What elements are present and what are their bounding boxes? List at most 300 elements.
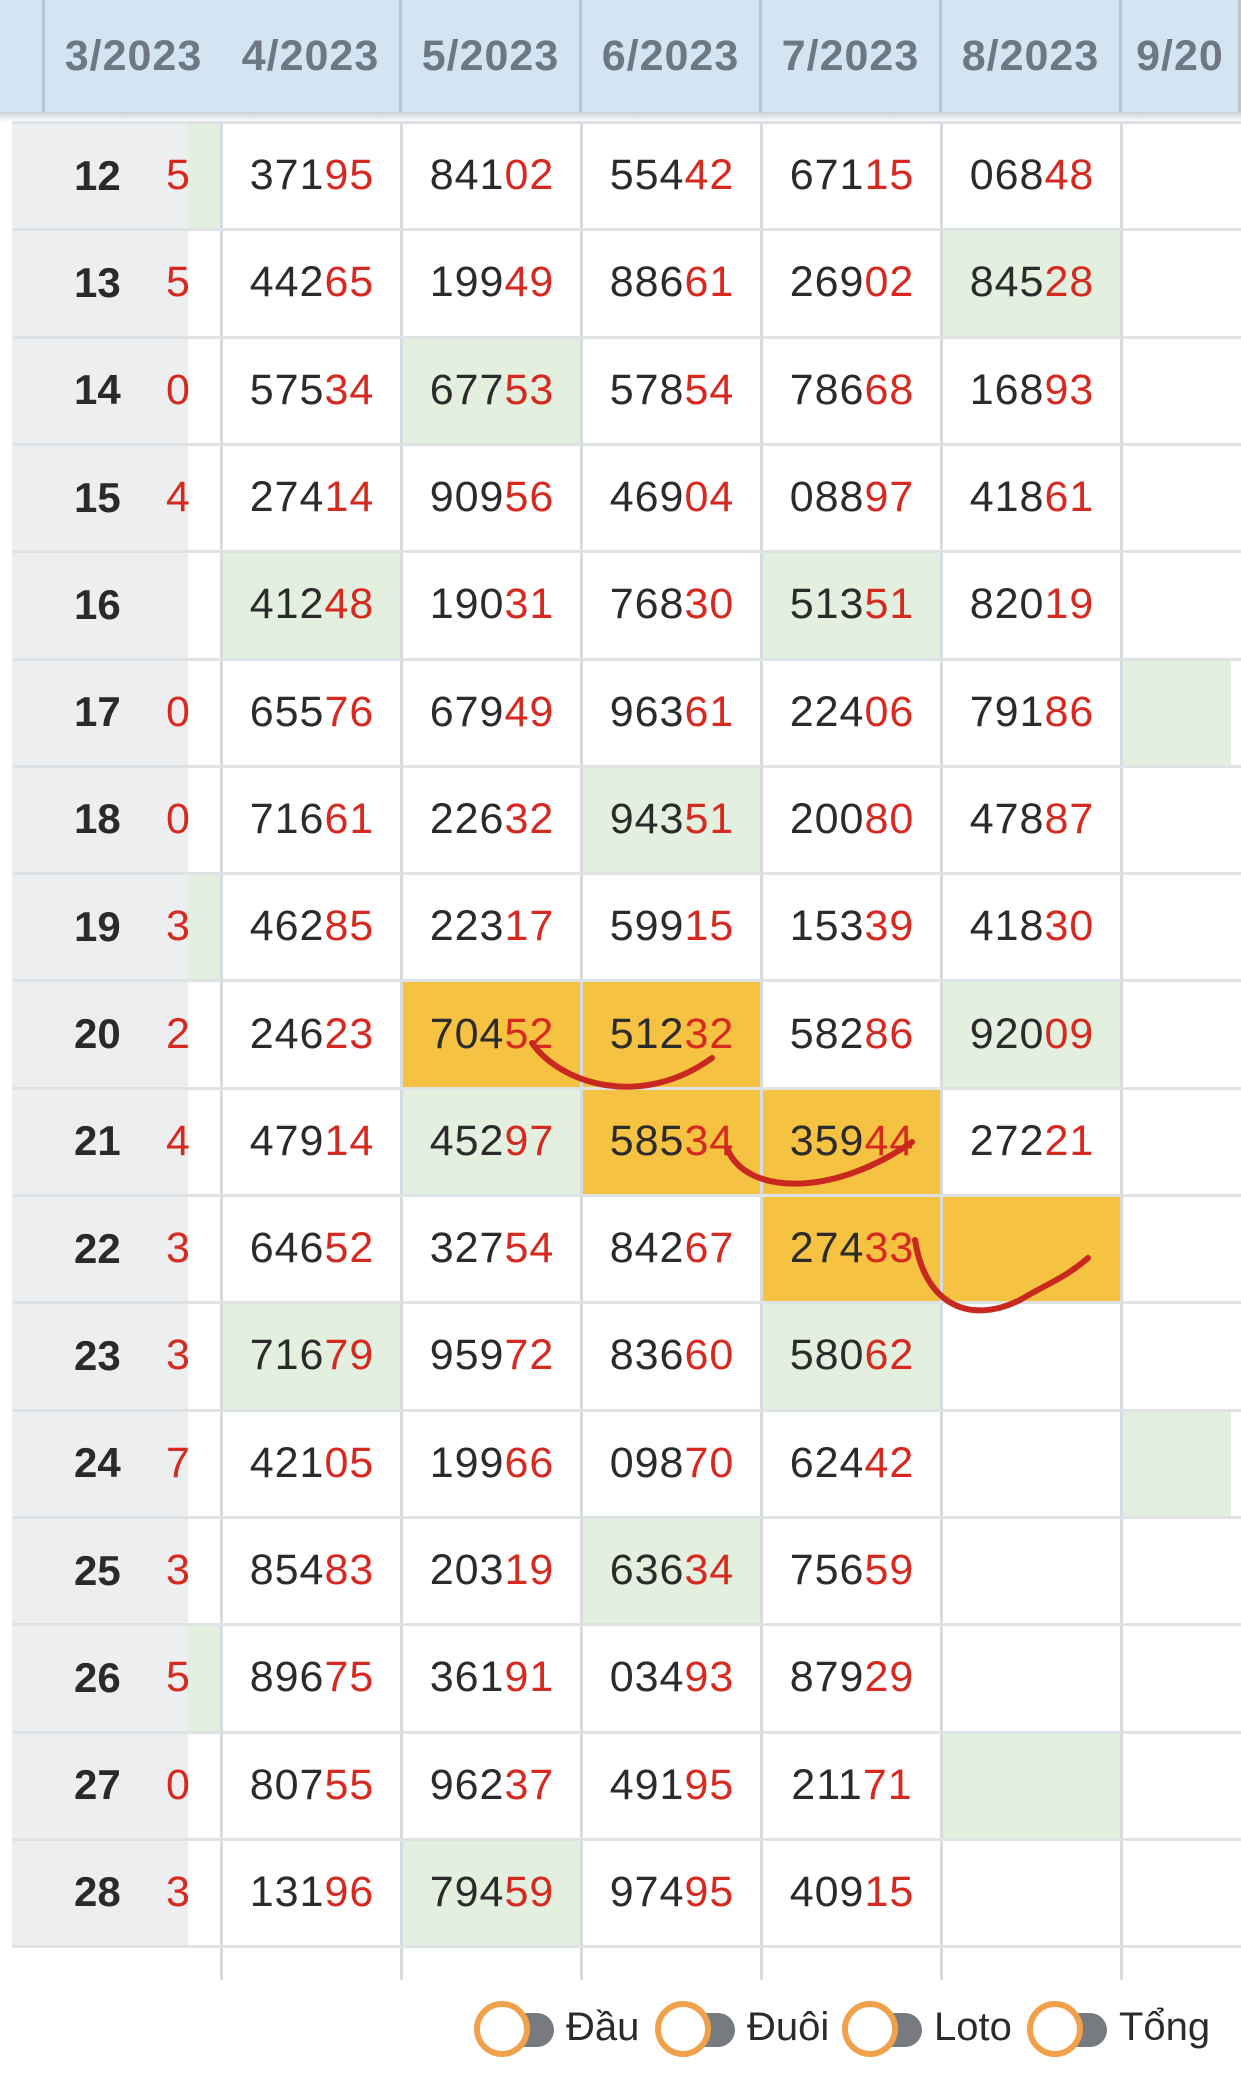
result-cell[interactable] xyxy=(222,122,402,229)
number-head: 854 xyxy=(249,1546,325,1595)
number-tail: 86 xyxy=(864,1009,915,1058)
result-cell[interactable] xyxy=(582,980,762,1087)
number-tail: 66 xyxy=(504,1438,555,1487)
number-head: 418 xyxy=(969,902,1045,951)
result-cell[interactable] xyxy=(762,551,942,658)
result-cell[interactable] xyxy=(942,122,1122,229)
result-cell[interactable] xyxy=(1122,1195,1231,1302)
number-head: 274 xyxy=(249,473,325,522)
number-tail: 65 xyxy=(324,258,375,307)
cut-off-digit: 0 xyxy=(166,1760,190,1809)
result-cell[interactable] xyxy=(582,551,762,658)
number-tail: 49 xyxy=(504,687,555,736)
row-divider xyxy=(12,1623,1241,1626)
number-head: 841 xyxy=(429,151,505,200)
number-tail: 02 xyxy=(504,151,555,200)
day-label: 23 xyxy=(12,1302,188,1409)
result-cell[interactable] xyxy=(222,1732,402,1839)
day-label: 15 xyxy=(12,444,188,551)
cut-off-digit: 3 xyxy=(166,1224,190,1273)
number-tail: 33 xyxy=(864,1224,915,1273)
number-head: 716 xyxy=(249,1331,325,1380)
number-head: 479 xyxy=(249,1116,325,1165)
result-cell[interactable] xyxy=(942,980,1122,1087)
number-tail: 95 xyxy=(684,1760,735,1809)
result-cell[interactable] xyxy=(222,1088,402,1195)
number-tail: 39 xyxy=(864,902,915,951)
number-head: 274 xyxy=(789,1224,865,1273)
number-head: 203 xyxy=(429,1546,505,1595)
cut-off-cell xyxy=(166,122,222,229)
result-cell[interactable] xyxy=(762,1302,942,1409)
cut-off-cell xyxy=(166,1624,222,1731)
column-divider xyxy=(220,122,223,1980)
day-label: 24 xyxy=(12,1410,188,1517)
result-cell[interactable] xyxy=(582,873,762,980)
number-tail: 80 xyxy=(864,794,915,843)
number-head: 578 xyxy=(609,365,685,414)
result-cell[interactable] xyxy=(1122,1410,1231,1517)
number-tail: 32 xyxy=(504,794,555,843)
cut-off-digit: 3 xyxy=(166,1867,190,1916)
result-cell[interactable] xyxy=(762,1517,942,1624)
number-tail: 34 xyxy=(684,1546,735,1595)
result-cell[interactable] xyxy=(1122,551,1231,658)
number-head: 272 xyxy=(969,1116,1045,1165)
row-divider xyxy=(12,1945,1241,1948)
number-tail: 04 xyxy=(684,473,735,522)
result-cell[interactable] xyxy=(222,1302,402,1409)
number-head: 226 xyxy=(429,794,505,843)
number-head: 200 xyxy=(789,794,865,843)
result-cell[interactable] xyxy=(942,1624,1122,1731)
result-cell[interactable] xyxy=(942,1839,1122,1946)
number-tail: 56 xyxy=(504,473,555,522)
toggle-knob[interactable] xyxy=(474,2001,530,2057)
month-header-5[interactable]: 8/2023 xyxy=(942,0,1122,112)
number-tail: 30 xyxy=(684,580,735,629)
cut-off-digit: 4 xyxy=(166,1116,190,1165)
number-head: 716 xyxy=(249,794,325,843)
result-cell[interactable] xyxy=(222,980,402,1087)
result-cell[interactable] xyxy=(222,873,402,980)
number-head: 943 xyxy=(609,794,685,843)
number-tail: 67 xyxy=(684,1224,735,1273)
number-head: 580 xyxy=(789,1331,865,1380)
result-cell[interactable] xyxy=(402,873,582,980)
number-head: 224 xyxy=(789,687,865,736)
number-tail: 97 xyxy=(504,1116,555,1165)
result-cell[interactable] xyxy=(1122,337,1231,444)
day-label: 17 xyxy=(12,659,188,766)
result-cell[interactable] xyxy=(222,1410,402,1517)
row-divider xyxy=(12,765,1241,768)
day-label: 28 xyxy=(12,1839,188,1946)
day-label: 26 xyxy=(12,1624,188,1731)
result-cell[interactable] xyxy=(1122,1088,1231,1195)
column-divider xyxy=(760,122,763,1980)
result-cell[interactable] xyxy=(402,444,582,551)
row-divider xyxy=(12,1838,1241,1841)
cut-off-cell xyxy=(166,444,222,551)
number-tail: 37 xyxy=(504,1760,555,1809)
number-head: 807 xyxy=(249,1760,325,1809)
day-label: 18 xyxy=(12,766,188,873)
number-head: 704 xyxy=(429,1009,505,1058)
number-tail: 48 xyxy=(1044,151,1095,200)
result-cell[interactable] xyxy=(582,1410,762,1517)
number-tail: 19 xyxy=(504,1546,555,1595)
number-tail: 85 xyxy=(324,902,375,951)
number-head: 153 xyxy=(789,902,865,951)
number-tail: 83 xyxy=(324,1546,375,1595)
result-cell[interactable] xyxy=(762,1410,942,1517)
number-tail: 52 xyxy=(504,1009,555,1058)
result-cell[interactable] xyxy=(942,1517,1122,1624)
result-cell[interactable] xyxy=(582,1839,762,1946)
result-cell[interactable] xyxy=(762,980,942,1087)
result-cell[interactable] xyxy=(222,1624,402,1731)
number-head: 421 xyxy=(249,1438,325,1487)
result-cell[interactable] xyxy=(762,229,942,336)
result-cell[interactable] xyxy=(942,1302,1122,1409)
number-head: 768 xyxy=(609,580,685,629)
cut-off-cell xyxy=(166,337,222,444)
number-tail: 97 xyxy=(864,473,915,522)
result-cell[interactable] xyxy=(582,1302,762,1409)
column-divider xyxy=(580,122,583,1980)
number-head: 842 xyxy=(609,1224,685,1273)
cut-off-cell xyxy=(166,873,222,980)
number-head: 974 xyxy=(609,1867,685,1916)
result-cell[interactable] xyxy=(402,337,582,444)
result-cell[interactable] xyxy=(942,229,1122,336)
number-head: 088 xyxy=(789,473,865,522)
row-divider xyxy=(12,228,1241,231)
result-cell[interactable] xyxy=(942,1410,1122,1517)
cut-off-cell xyxy=(166,659,222,766)
number-tail: 61 xyxy=(1044,473,1095,522)
number-tail: 72 xyxy=(504,1331,555,1380)
number-head: 418 xyxy=(969,473,1045,522)
result-cell[interactable] xyxy=(402,766,582,873)
number-tail: 34 xyxy=(684,1116,735,1165)
result-cell[interactable] xyxy=(402,1517,582,1624)
number-head: 582 xyxy=(789,1009,865,1058)
day-label: 13 xyxy=(12,229,188,336)
number-head: 371 xyxy=(249,151,325,200)
result-cell[interactable] xyxy=(222,229,402,336)
result-cell[interactable] xyxy=(762,1732,942,1839)
number-head: 959 xyxy=(429,1331,505,1380)
result-cell[interactable] xyxy=(1122,229,1231,336)
number-head: 199 xyxy=(429,258,505,307)
number-head: 963 xyxy=(609,687,685,736)
number-head: 655 xyxy=(249,687,325,736)
number-head: 442 xyxy=(249,258,325,307)
result-cell[interactable] xyxy=(402,659,582,766)
result-cell[interactable] xyxy=(402,1195,582,1302)
result-cell[interactable] xyxy=(582,1088,762,1195)
number-head: 361 xyxy=(429,1653,505,1702)
number-head: 462 xyxy=(249,902,325,951)
number-tail: 54 xyxy=(504,1224,555,1273)
number-head: 359 xyxy=(789,1116,865,1165)
month-header-2[interactable]: 5/2023 xyxy=(402,0,582,112)
result-cell[interactable] xyxy=(402,1302,582,1409)
result-cell[interactable] xyxy=(762,873,942,980)
result-cell[interactable] xyxy=(402,229,582,336)
cut-off-cell xyxy=(166,1839,222,1946)
cut-off-digit: 3 xyxy=(166,1331,190,1380)
day-label: 19 xyxy=(12,873,188,980)
cut-off-cell xyxy=(166,766,222,873)
number-head: 223 xyxy=(429,902,505,951)
number-tail: 32 xyxy=(684,1009,735,1058)
number-tail: 75 xyxy=(324,1653,375,1702)
result-cell[interactable] xyxy=(222,337,402,444)
number-head: 068 xyxy=(969,151,1045,200)
number-tail: 95 xyxy=(324,151,375,200)
result-cell[interactable] xyxy=(1122,122,1231,229)
cut-off-digit: 0 xyxy=(166,365,190,414)
cut-off-digit: 5 xyxy=(166,258,190,307)
row-divider xyxy=(12,1194,1241,1197)
cut-off-digit: 3 xyxy=(166,1546,190,1595)
result-cell[interactable] xyxy=(582,1517,762,1624)
number-head: 909 xyxy=(429,473,505,522)
row-divider xyxy=(12,1409,1241,1412)
number-head: 671 xyxy=(789,151,865,200)
number-head: 491 xyxy=(609,1760,685,1809)
number-tail: 30 xyxy=(1044,902,1095,951)
number-tail: 09 xyxy=(1044,1009,1095,1058)
toggle-knob[interactable] xyxy=(842,2001,898,2057)
number-head: 098 xyxy=(609,1438,685,1487)
result-cell[interactable] xyxy=(762,444,942,551)
number-head: 624 xyxy=(789,1438,865,1487)
day-label: 25 xyxy=(12,1517,188,1624)
number-tail: 61 xyxy=(324,794,375,843)
number-head: 820 xyxy=(969,580,1045,629)
number-tail: 15 xyxy=(684,902,735,951)
cut-off-cell xyxy=(166,229,222,336)
toggle-knob[interactable] xyxy=(655,2001,711,2057)
column-divider xyxy=(400,122,403,1980)
column-divider xyxy=(1120,122,1123,1980)
day-label: 27 xyxy=(12,1732,188,1839)
result-cell[interactable] xyxy=(942,873,1122,980)
number-head: 513 xyxy=(789,580,865,629)
number-tail: 61 xyxy=(684,687,735,736)
result-cell[interactable] xyxy=(402,980,582,1087)
result-cell[interactable] xyxy=(942,766,1122,873)
result-cell[interactable] xyxy=(1122,659,1231,766)
number-head: 845 xyxy=(969,258,1045,307)
month-header-0[interactable]: 3/2023 xyxy=(45,0,225,112)
result-cell[interactable] xyxy=(402,1624,582,1731)
number-tail: 42 xyxy=(864,1438,915,1487)
row-divider xyxy=(12,1087,1241,1090)
number-tail: 68 xyxy=(864,365,915,414)
result-cell[interactable] xyxy=(582,659,762,766)
number-head: 478 xyxy=(969,794,1045,843)
number-tail: 51 xyxy=(864,580,915,629)
result-cell[interactable] xyxy=(942,1088,1122,1195)
cut-off-digit: 0 xyxy=(166,687,190,736)
month-header-cut xyxy=(0,0,45,112)
result-cell[interactable] xyxy=(582,444,762,551)
number-tail: 53 xyxy=(504,365,555,414)
number-head: 469 xyxy=(609,473,685,522)
number-tail: 96 xyxy=(324,1867,375,1916)
month-header-6[interactable]: 9/20 xyxy=(1122,0,1241,112)
result-cell[interactable] xyxy=(942,659,1122,766)
number-head: 794 xyxy=(429,1867,505,1916)
row-divider xyxy=(12,443,1241,446)
row-divider xyxy=(12,1731,1241,1734)
result-cell[interactable] xyxy=(762,122,942,229)
number-tail: 15 xyxy=(864,151,915,200)
result-cell[interactable] xyxy=(402,1839,582,1946)
number-tail: 52 xyxy=(324,1224,375,1273)
number-head: 554 xyxy=(609,151,685,200)
result-cell[interactable] xyxy=(222,1195,402,1302)
result-cell[interactable] xyxy=(942,1195,1122,1302)
result-cell[interactable] xyxy=(1122,1624,1231,1731)
month-header-3[interactable]: 6/2023 xyxy=(582,0,762,112)
cut-off-cell xyxy=(166,980,222,1087)
number-head: 791 xyxy=(969,687,1045,736)
number-tail: 14 xyxy=(324,473,375,522)
number-head: 131 xyxy=(249,1867,325,1916)
result-cell[interactable] xyxy=(222,551,402,658)
result-cell[interactable] xyxy=(1122,1839,1231,1946)
result-cell[interactable] xyxy=(762,1839,942,1946)
result-cell[interactable] xyxy=(582,1195,762,1302)
result-cell[interactable] xyxy=(582,122,762,229)
result-cell[interactable] xyxy=(1122,1732,1231,1839)
number-head: 246 xyxy=(249,1009,325,1058)
number-head: 190 xyxy=(429,580,505,629)
row-divider xyxy=(12,550,1241,553)
column-divider xyxy=(940,122,943,1980)
number-tail: 59 xyxy=(864,1546,915,1595)
result-cell[interactable] xyxy=(762,1088,942,1195)
cut-off-cell xyxy=(166,1732,222,1839)
result-cell[interactable] xyxy=(762,1624,942,1731)
result-cell[interactable] xyxy=(402,551,582,658)
result-cell[interactable] xyxy=(1122,444,1231,551)
day-label: 16 xyxy=(12,551,188,658)
number-tail: 55 xyxy=(324,1760,375,1809)
result-cell[interactable] xyxy=(1122,980,1231,1087)
number-tail: 29 xyxy=(864,1653,915,1702)
toggle-knob[interactable] xyxy=(1027,2001,1083,2057)
month-header-4[interactable]: 7/2023 xyxy=(762,0,942,112)
result-cell[interactable] xyxy=(402,1732,582,1839)
result-cell[interactable] xyxy=(402,122,582,229)
number-head: 756 xyxy=(789,1546,865,1595)
row-divider xyxy=(12,336,1241,339)
day-label: 21 xyxy=(12,1088,188,1195)
row-divider xyxy=(12,872,1241,875)
result-cell[interactable] xyxy=(1122,766,1231,873)
number-head: 896 xyxy=(249,1653,325,1702)
number-tail: 19 xyxy=(1044,580,1095,629)
number-tail: 34 xyxy=(324,365,375,414)
result-cell[interactable] xyxy=(582,766,762,873)
result-cell[interactable] xyxy=(222,766,402,873)
number-tail: 49 xyxy=(504,258,555,307)
number-tail: 76 xyxy=(324,687,375,736)
result-cell[interactable] xyxy=(402,1410,582,1517)
number-tail: 21 xyxy=(1044,1116,1095,1165)
result-cell[interactable] xyxy=(222,1517,402,1624)
number-head: 677 xyxy=(429,365,505,414)
row-divider xyxy=(12,1301,1241,1304)
number-tail: 06 xyxy=(864,687,915,736)
number-tail: 70 xyxy=(684,1438,735,1487)
cut-off-digit: 2 xyxy=(166,1009,190,1058)
number-tail: 14 xyxy=(324,1116,375,1165)
result-cell[interactable] xyxy=(582,229,762,336)
header-shadow xyxy=(0,112,1241,122)
result-cell[interactable] xyxy=(1122,873,1231,980)
result-cell[interactable] xyxy=(222,659,402,766)
number-head: 211 xyxy=(791,1760,863,1809)
cut-off-digit: 5 xyxy=(166,151,190,200)
result-cell[interactable] xyxy=(942,444,1122,551)
number-tail: 05 xyxy=(324,1438,375,1487)
row-divider xyxy=(12,1516,1241,1519)
result-cell[interactable] xyxy=(762,766,942,873)
number-tail: 93 xyxy=(684,1653,735,1702)
result-cell[interactable] xyxy=(582,1624,762,1731)
month-header-1[interactable]: 4/2023 xyxy=(222,0,402,112)
result-cell[interactable] xyxy=(402,1088,582,1195)
number-head: 636 xyxy=(609,1546,685,1595)
number-head: 646 xyxy=(249,1224,325,1273)
result-cell[interactable] xyxy=(762,337,942,444)
result-cell[interactable] xyxy=(582,1732,762,1839)
number-head: 599 xyxy=(609,902,685,951)
result-cell[interactable] xyxy=(942,337,1122,444)
result-cell[interactable] xyxy=(942,551,1122,658)
result-cell[interactable] xyxy=(942,1732,1122,1839)
number-head: 836 xyxy=(609,1331,685,1380)
number-tail: 51 xyxy=(684,794,735,843)
result-cell[interactable] xyxy=(762,659,942,766)
day-label: 14 xyxy=(12,337,188,444)
number-head: 269 xyxy=(789,258,865,307)
cut-off-cell xyxy=(166,1088,222,1195)
result-cell[interactable] xyxy=(1122,1302,1231,1409)
number-tail: 02 xyxy=(864,258,915,307)
result-cell[interactable] xyxy=(762,1195,942,1302)
number-tail: 93 xyxy=(1044,365,1095,414)
number-tail: 28 xyxy=(1044,258,1095,307)
number-tail: 42 xyxy=(684,151,735,200)
number-head: 199 xyxy=(429,1438,505,1487)
number-tail: 62 xyxy=(864,1331,915,1380)
result-cell[interactable] xyxy=(1122,1517,1231,1624)
result-cell[interactable] xyxy=(222,444,402,551)
result-cell[interactable] xyxy=(222,1839,402,1946)
number-tail: 59 xyxy=(504,1867,555,1916)
result-cell[interactable] xyxy=(582,337,762,444)
number-head: 409 xyxy=(789,1867,865,1916)
